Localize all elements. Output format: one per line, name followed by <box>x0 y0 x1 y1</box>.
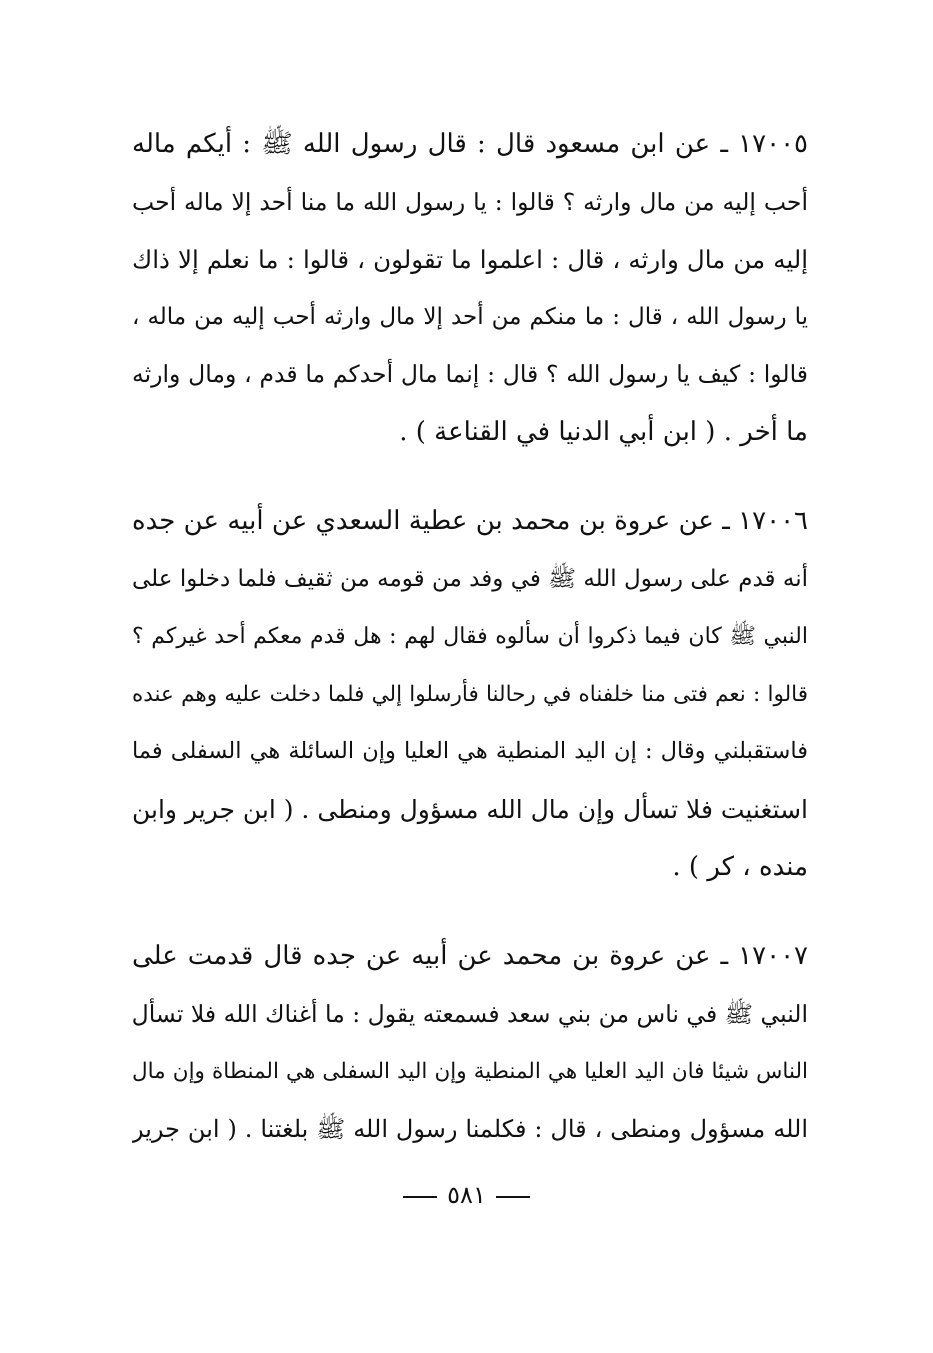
text-line: أحب إليه من مال وارثه ؟ قالوا : يا رسول الله ما منا أحد إلا ماله أحب <box>132 187 808 216</box>
text-line: ١٧٠٠٧ ـ عن عروة بن محمد عن أبيه عن جده قال قدمت على <box>132 941 808 971</box>
text-line: يا رسول الله ، قال : ما منكم من أحد إلا مال وارثه أحب إليه من ماله ، <box>132 303 808 330</box>
dash-right <box>403 1196 437 1198</box>
text-line: قالوا : كيف يا رسول الله ؟ قال : إنما مال أحدكم ما قدم ، ومال وارثه <box>132 360 808 389</box>
text-line: ما أخر . ( ابن أبي الدنيا في القناعة ) . <box>399 416 808 447</box>
dash-left <box>496 1196 530 1198</box>
text-line: فاستقبلني وقال : إن اليد المنطية هي العليا وإن السائلة هي السفلى فما <box>132 738 808 765</box>
text-line: قالوا : نعم فتى منا خلفناه في رحالنا فأرسلوا إلي فلما دخلت عليه وهم عنده <box>132 681 808 707</box>
text-line: إليه من مال وارثه ، قال : اعلموا ما تقولون ، قالوا : ما نعلم إلا ذاك <box>132 245 808 275</box>
text-line: النبي ﷺ في ناس من بني سعد فسمعته يقول : ما أغناك الله فلا تسأل <box>132 999 808 1028</box>
text-line: الناس شيئا فان اليد العليا هي المنطية وإن اليد السفلى هي المنطاة وإن مال <box>132 1059 808 1085</box>
text-line: منده ، كر ) . <box>672 851 808 882</box>
hadith-17006 <box>132 493 808 896</box>
hadith-17007 <box>132 928 808 1158</box>
text-line: ١٧٠٠٥ ـ عن ابن مسعود قال : قال رسول الله ﷺ : أيكم ماله <box>132 129 808 159</box>
page-footer <box>0 1175 933 1215</box>
hadith-17005 <box>132 116 808 462</box>
text-line: استغنيت فلا تسأل وإن مال الله مسؤول ومنطى . ( ابن جرير وابن <box>132 794 808 824</box>
text-line: أنه قدم على رسول الله ﷺ في وفد من قومه من ثقيف فلما دخلوا على <box>132 565 808 592</box>
page-number: ٥٨١ <box>447 1181 486 1209</box>
text-line: ١٧٠٠٦ ـ عن عروة بن محمد بن عطية السعدي عن أبيه عن جده <box>132 506 808 536</box>
text-line: الله مسؤول ومنطى ، قال : فكلمنا رسول الله ﷺ بلغتنا . ( ابن جرير <box>132 1114 808 1143</box>
text-line: النبي ﷺ كان فيما ذكروا أن سألوه فقال لهم : هل قدم معكم أحد غيركم ؟ <box>132 624 808 650</box>
